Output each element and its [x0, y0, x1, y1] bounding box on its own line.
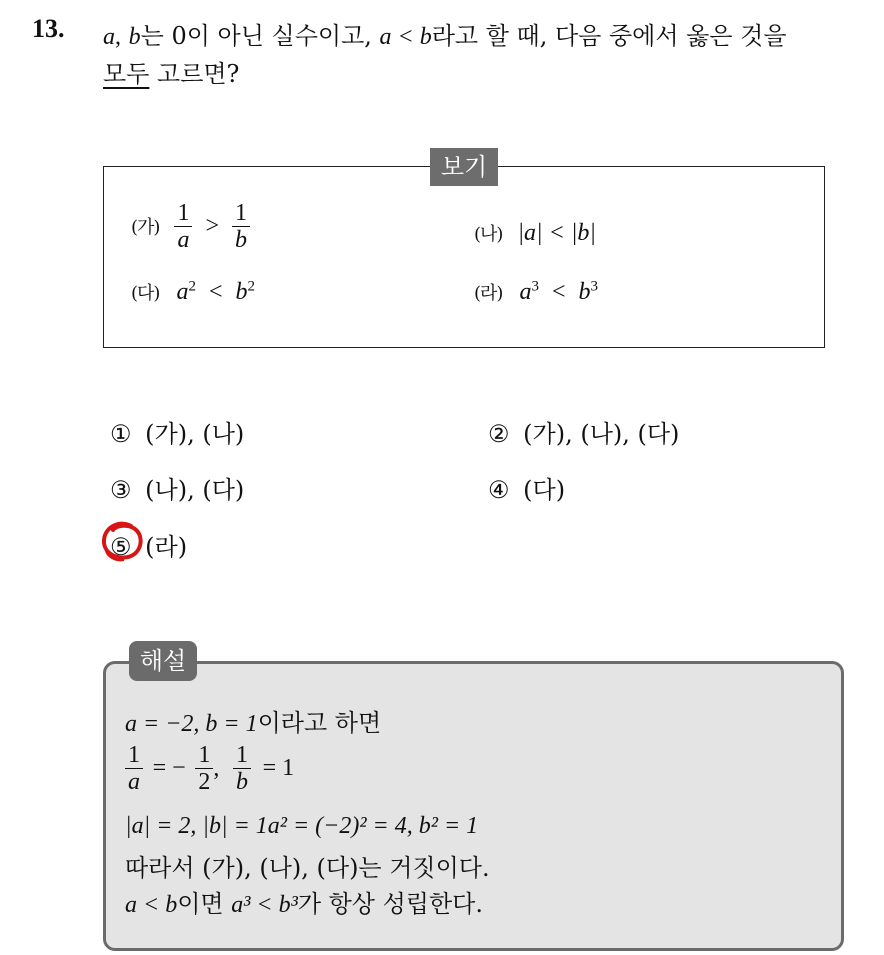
solution-line-5: a < b이면 a³ < b³가 항상 성립한다.: [125, 890, 483, 918]
choice-1[interactable]: [110, 414, 244, 449]
choice-2[interactable]: [488, 414, 679, 449]
choice-marker: ①: [110, 420, 132, 448]
fraction-1-over-a: $\frac{1}{a}$: [174, 200, 192, 254]
bogi-label: (나): [474, 224, 503, 245]
solution-line-2: $\frac{1}{a}$ = − $\frac{1}{2}$ , $\frac{1}{b}$ = 1: [125, 742, 294, 796]
choice-3[interactable]: [110, 470, 244, 505]
solution-line-4: 따라서 (가), (나), (다)는 거짓이다.: [125, 854, 490, 882]
question-text-1: 는 0이 아닌 실수이고,: [140, 22, 372, 50]
bogi-expression: |a| < |b|: [517, 220, 597, 246]
fraction: $\frac{1}{a}$: [125, 742, 143, 796]
fraction: $\frac{1}{b}$: [233, 742, 251, 796]
var-b: b: [128, 24, 141, 50]
choice-text: (가), (나), (다): [523, 420, 680, 448]
operator: >: [205, 212, 219, 239]
choice-marker: ③: [110, 476, 132, 504]
question-emphasis: 모두: [103, 60, 150, 88]
choice-text: (가), (나): [145, 420, 245, 448]
choice-marker: ④: [488, 476, 510, 504]
answer-circle-mark: [101, 520, 145, 562]
bogi-item-na: [474, 220, 596, 247]
fraction: $\frac{1}{2}$: [195, 742, 213, 796]
bogi-label: (라): [474, 283, 503, 304]
question-line-2: [103, 54, 239, 89]
question-text-2: 라고 할 때, 다음 중에서 옳은 것을: [431, 22, 787, 50]
bogi-tag: 보기: [430, 148, 498, 186]
question-inequality: a < b: [379, 24, 432, 50]
bogi-box: [103, 166, 825, 348]
question-text-3: 고르면?: [149, 60, 240, 88]
choice-text: (다): [523, 476, 566, 504]
question-line-1: [103, 16, 787, 51]
solution-line-1: a = −2, b = 1이라고 하면: [125, 709, 382, 737]
solution-line-3: |a| = 2, |b| = 1a² = (−2)² = 4, b² = 1: [125, 813, 479, 839]
solution-tag: 해설: [129, 641, 197, 681]
bogi-label: (다): [131, 283, 160, 304]
choice-text: (나), (다): [145, 476, 245, 504]
bogi-item-ga: [131, 200, 250, 254]
choice-4[interactable]: [488, 470, 565, 505]
fraction-1-over-b: $\frac{1}{b}$: [232, 200, 250, 254]
choice-marker: ⑤: [110, 533, 132, 561]
bogi-label: (가): [131, 216, 160, 238]
choice-text: (라): [145, 533, 188, 561]
bogi-item-da: (다) $a^2 < b^2$: [131, 278, 255, 305]
choice-marker: ②: [488, 420, 510, 448]
comma: ,: [115, 24, 121, 50]
bogi-item-ra: (라) $a^3 < b^3$: [474, 278, 598, 305]
var-a: a: [103, 24, 115, 50]
question-number: 13.: [32, 14, 65, 43]
